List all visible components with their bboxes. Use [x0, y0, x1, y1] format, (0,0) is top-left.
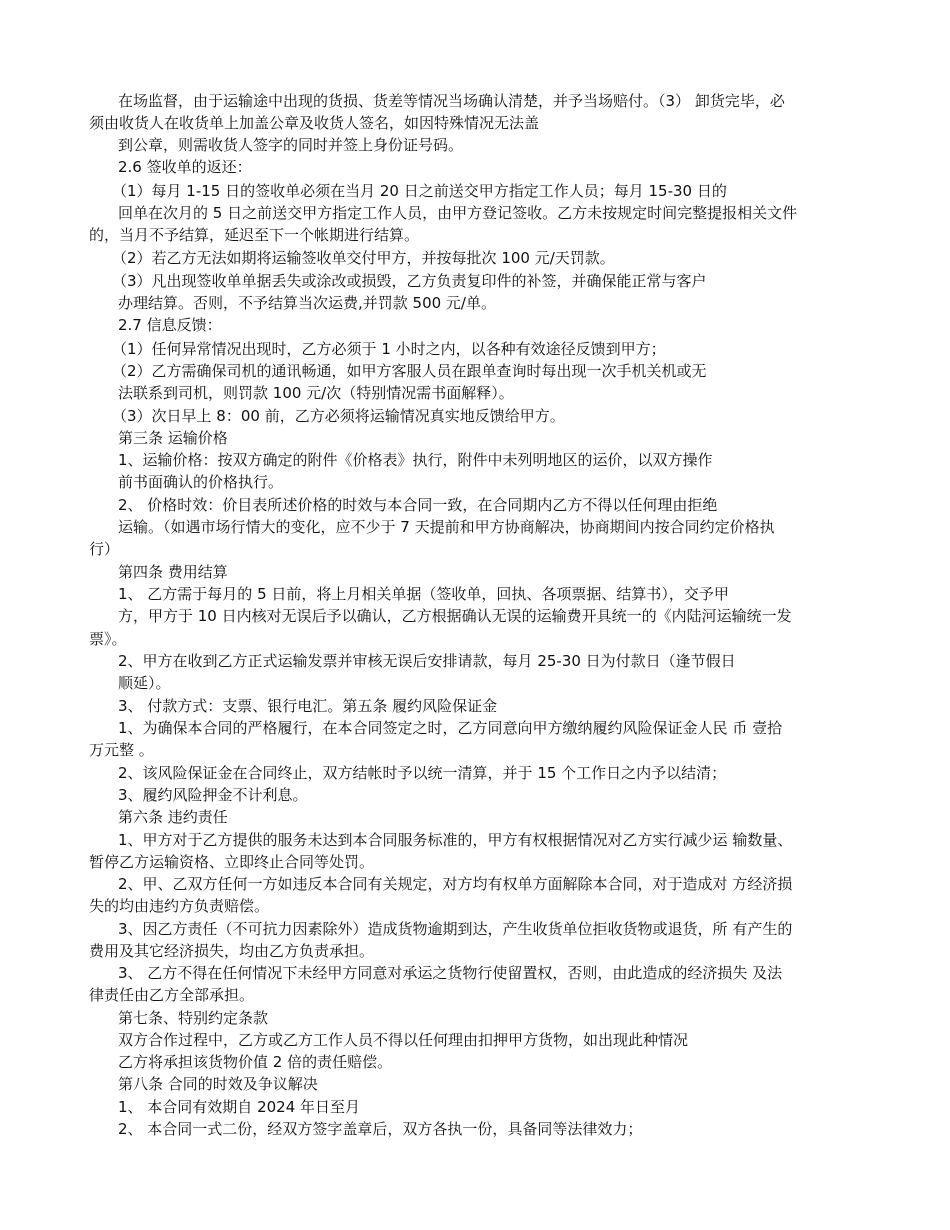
text-line: 方，甲方于 10 日内核对无误后予以确认，乙方根据确认无误的运输费开具统一的《内陆河运输统一发 — [118, 607, 792, 625]
text-line: 1、 本合同有效期自 2024 年日至月 — [118, 1098, 361, 1116]
text-line: 2、 价格时效：价目表所述价格的时效与本合同一致，在合同期内乙方不得以任何理由拒绝 — [118, 496, 718, 514]
text-line: 失的均由违约方负责赔偿。 — [89, 897, 270, 915]
text-line: 1、运输价格：按双方确定的附件《价格表》执行，附件中未列明地区的运价，以双方操作 — [118, 451, 713, 469]
text-line: 律责任由乙方全部承担。 — [89, 986, 255, 1004]
text-line: 回单在次月的 5 日之前送交甲方指定工作人员，由甲方登记签收。乙方未按规定时间完整提报相关文件 — [118, 204, 798, 222]
text-line: 费用及其它经济损失，均由乙方负责承担。 — [89, 942, 375, 960]
text-line: 3、因乙方责任（不可抗力因素除外）造成货物逾期到达，产生收货单位拒收货物或退货，所 有产生的 — [118, 920, 793, 938]
text-line: 2、甲、乙双方任何一方如违反本合同有关规定，对方均有权单方面解除本合同，对于造成对 方经济损 — [118, 875, 793, 893]
article-heading: 第三条 运输价格 — [118, 429, 228, 447]
section-heading: 2.7 信息反馈： — [118, 316, 222, 334]
article-heading: 第七条、特别约定条款 — [118, 1009, 269, 1027]
text-line: 2、该风险保证金在合同终止，双方结帐时予以统一清算，并于 15 个工作日之内予以结清； — [118, 764, 727, 782]
text-line: （3）凡出现签收单单据丢失或涂改或损毁，乙方负责复印件的补签，并确保能正常与客户 — [112, 272, 707, 290]
text-line: 2、甲方在收到乙方正式运输发票并审核无误后安排请款，每月 25-30 日为付款日（逢节假日 — [118, 652, 736, 670]
text-line: 票》。 — [89, 630, 127, 648]
text-line: （2）若乙方无法如期将运输签收单交付甲方，并按每批次 100 元/天罚款。 — [112, 249, 615, 267]
text-line: 行） — [89, 540, 120, 558]
text-line: 的，当月不予结算，延迟至下一个帐期进行结算。 — [89, 226, 420, 244]
text-line: 暂停乙方运输资格、立即终止合同等处罚。 — [89, 853, 375, 871]
text-line: 双方合作过程中，乙方或乙方工作人员不得以任何理由扣押甲方货物，如出现此种情况 — [118, 1031, 689, 1049]
text-line: 运输。（如遇市场行情大的变化，应不少于 7 天提前和甲方协商解决，协商期间内按合同约定价格执 — [118, 518, 775, 536]
text-line: 顺延）。 — [118, 674, 171, 692]
section-heading: 2.6 签收单的返还： — [118, 158, 252, 176]
text-line: 前书面确认的价格执行。 — [118, 473, 284, 491]
text-line: （1）每月 1-15 日的签收单必须在当月 20 日之前送交甲方指定工作人员；每月 15-30 日的 — [112, 182, 727, 200]
text-line: 到公章，则需收货人签字的同时并签上身份证号码。 — [118, 136, 464, 154]
text-line: 办理结算。否则，不予结算当次运费,并罚款 500 元/单。 — [118, 294, 496, 312]
text-line: 3、 乙方不得在任何情况下未经甲方同意对承运之货物行使留置权，否则，由此造成的经济损失 及法 — [118, 964, 783, 982]
text-line: 1、甲方对于乙方提供的服务未达到本合同服务标准的，甲方有权根据情况对乙方实行减少运 输数量、 — [118, 831, 793, 849]
article-heading: 第八条 合同的时效及争议解决 — [118, 1075, 318, 1093]
article-heading: 第六条 违约责任 — [118, 808, 228, 826]
text-line: 3、 付款方式：支票、银行电汇。第五条 履约风险保证金 — [118, 697, 498, 715]
text-line: 3、履约风险押金不计利息。 — [118, 786, 308, 804]
text-line: 2、 本合同一式二份，经双方签字盖章后，双方各执一份，具备同等法律效力； — [118, 1120, 643, 1138]
text-line: 法联系到司机，则罚款 100 元/次（特别情况需书面解释）。 — [118, 384, 514, 402]
text-line: （1）任何异常情况出现时，乙方必须于 1 小时之内，以各种有效途径反馈到甲方； — [112, 340, 666, 358]
text-line: （3）次日早上 8：00 前，乙方必须将运输情况真实地反馈给甲方。 — [112, 407, 565, 425]
text-line: 须由收货人在收货单上加盖公章及收货人签名，如因特殊情况无法盖 — [89, 114, 540, 132]
text-line: 乙方将承担该货物价值 2 倍的责任赔偿。 — [118, 1053, 393, 1071]
article-heading: 第四条 费用结算 — [118, 563, 228, 581]
text-line: 1、为确保本合同的严格履行，在本合同签定之时，乙方同意向甲方缴纳履约风险保证金人民 币 壹拾 — [118, 719, 783, 737]
text-line: 在场监督，由于运输途中出现的货损、货差等情况当场确认清楚，并予当场赔付。（3） 卸货完毕，必 — [118, 92, 785, 110]
text-line: 1、 乙方需于每月的 5 日前，将上月相关单据（签收单，回执、各项票据、结算书），交予甲 — [118, 585, 729, 603]
text-line: （2）乙方需确保司机的通讯畅通，如甲方客服人员在跟单查询时每出现一次手机关机或无 — [112, 362, 707, 380]
text-line: 万元整 。 — [89, 741, 154, 759]
